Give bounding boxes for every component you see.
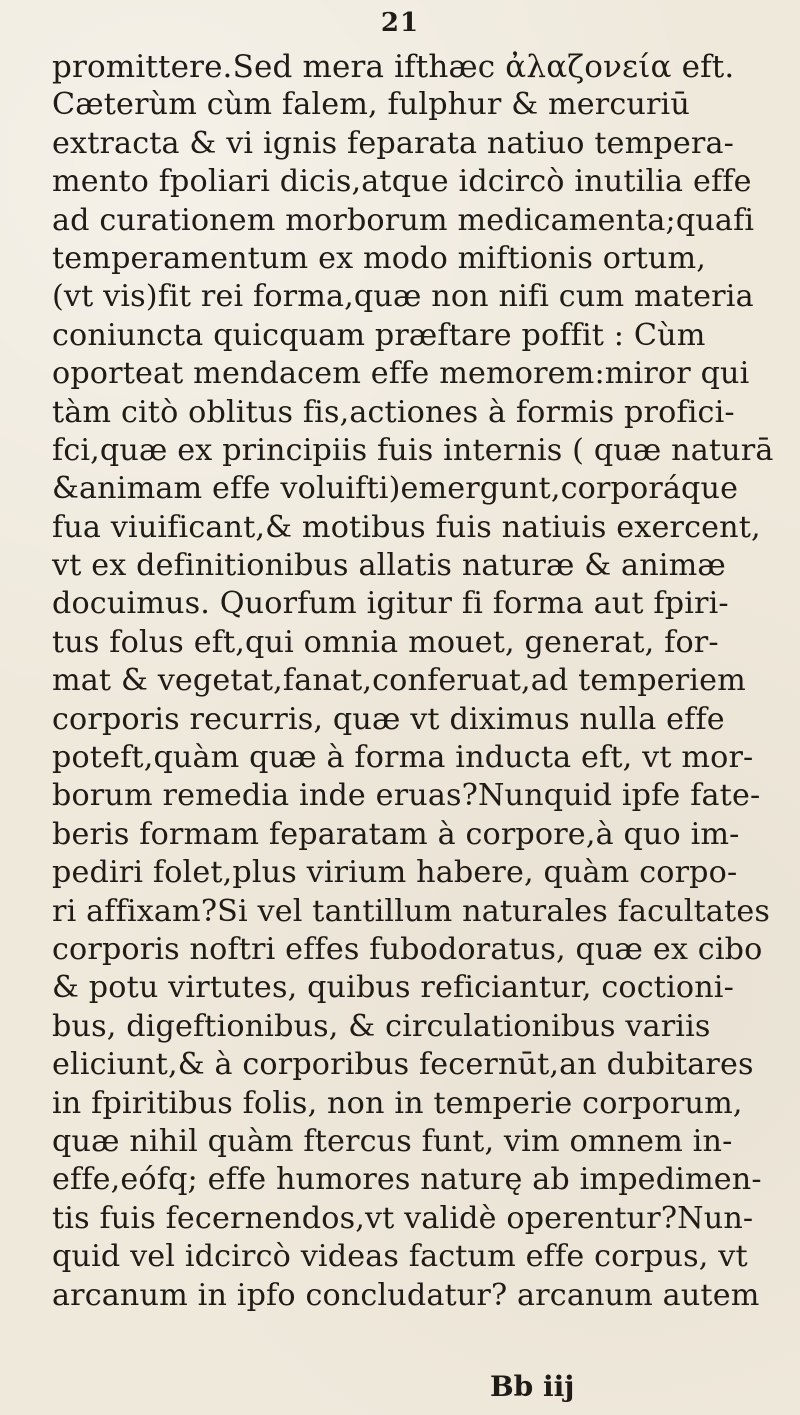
text-line-25: & potu virtutes, quibus reficiantur, coctioni-: [52, 970, 734, 1006]
text-line-15: docuimus. Quorfum igitur fi forma aut fpiri-: [52, 586, 729, 622]
text-line-19: poteft,quàm quæ à forma inducta eft, vt mor-: [52, 740, 754, 776]
signature-mark: Bb iij: [490, 1370, 575, 1403]
text-line-31: tis fuis fecernendos,vt validè operentur?Nun-: [52, 1200, 754, 1236]
text-line-21: beris formam feparatam à corpore,à quo im-: [52, 816, 740, 852]
text-line-6: temperamentum ex modo miftionis ortum,: [52, 240, 707, 276]
text-line-5: ad curationem morborum medicamenta;quafi: [52, 202, 755, 238]
text-line-12: &animam effe voluifti)emergunt,corporáque: [52, 471, 739, 507]
text-line-18: corporis recurris, quæ vt diximus nulla effe: [52, 701, 725, 737]
text-line-28: in fpiritibus folis, non in temperie corporum,: [52, 1085, 743, 1121]
text-line-23: ri affixam?Si vel tantillum naturales facultates: [52, 893, 770, 929]
text-line-32: quid vel idcircò videas factum effe corpus, vt: [52, 1239, 748, 1275]
body-text: [52, 48, 774, 1315]
text-line-22: pediri folet,plus virium habere, quàm corpo-: [52, 855, 738, 891]
text-line-7: (vt vis)fit rei forma,quæ non nifi cum materia: [52, 279, 754, 315]
text-line-11: fci,quæ ex principiis fuis internis ( quæ naturā: [52, 432, 774, 468]
text-line-14: vt ex definitionibus allatis naturæ & animæ: [52, 548, 726, 584]
page-number: 21: [380, 8, 420, 38]
text-line-29: quæ nihil quàm ftercus funt, vim omnem in-: [52, 1123, 733, 1159]
text-line-1: promittere.Sed mera ifthæc ἀλαζονεία eft.: [52, 49, 735, 85]
text-line-13: fua viuificant,& motibus fuis natiuis exercent,: [52, 509, 761, 545]
text-line-4: mento fpoliari dicis,atque idcircò inutilia effe: [52, 164, 752, 200]
text-line-27: eliciunt,& à corporibus fecernūt,an dubitares: [52, 1047, 754, 1083]
text-line-16: tus folus eft,qui omnia mouet, generat, for-: [52, 624, 719, 660]
text-line-26: bus, digeftionibus, & circulationibus variis: [52, 1008, 711, 1044]
text-line-20: borum remedia inde eruas?Nunquid ipfe fate-: [52, 778, 761, 814]
text-line-33: arcanum in ipfo concludatur? arcanum autem: [52, 1277, 760, 1313]
text-line-9: oporteat mendacem effe memorem:miror qui: [52, 356, 750, 392]
text-line-30: effe,eófq; effe humores naturę ab impedimen-: [52, 1162, 762, 1198]
text-line-3: extracta & vi ignis feparata natiuo tempera-: [52, 125, 735, 161]
text-line-10: tàm citò oblitus fis,actiones à formis profici-: [52, 394, 735, 430]
text-line-8: coniuncta quicquam præftare poffit : Cùm: [52, 317, 706, 353]
text-line-17: mat & vegetat,fanat,conferuat,ad temperiem: [52, 663, 746, 699]
text-line-24: corporis noftri effes fubodoratus, quæ ex cibo: [52, 931, 763, 967]
text-line-2: Cæterùm cùm falem, fulphur & mercuriū: [52, 87, 690, 123]
